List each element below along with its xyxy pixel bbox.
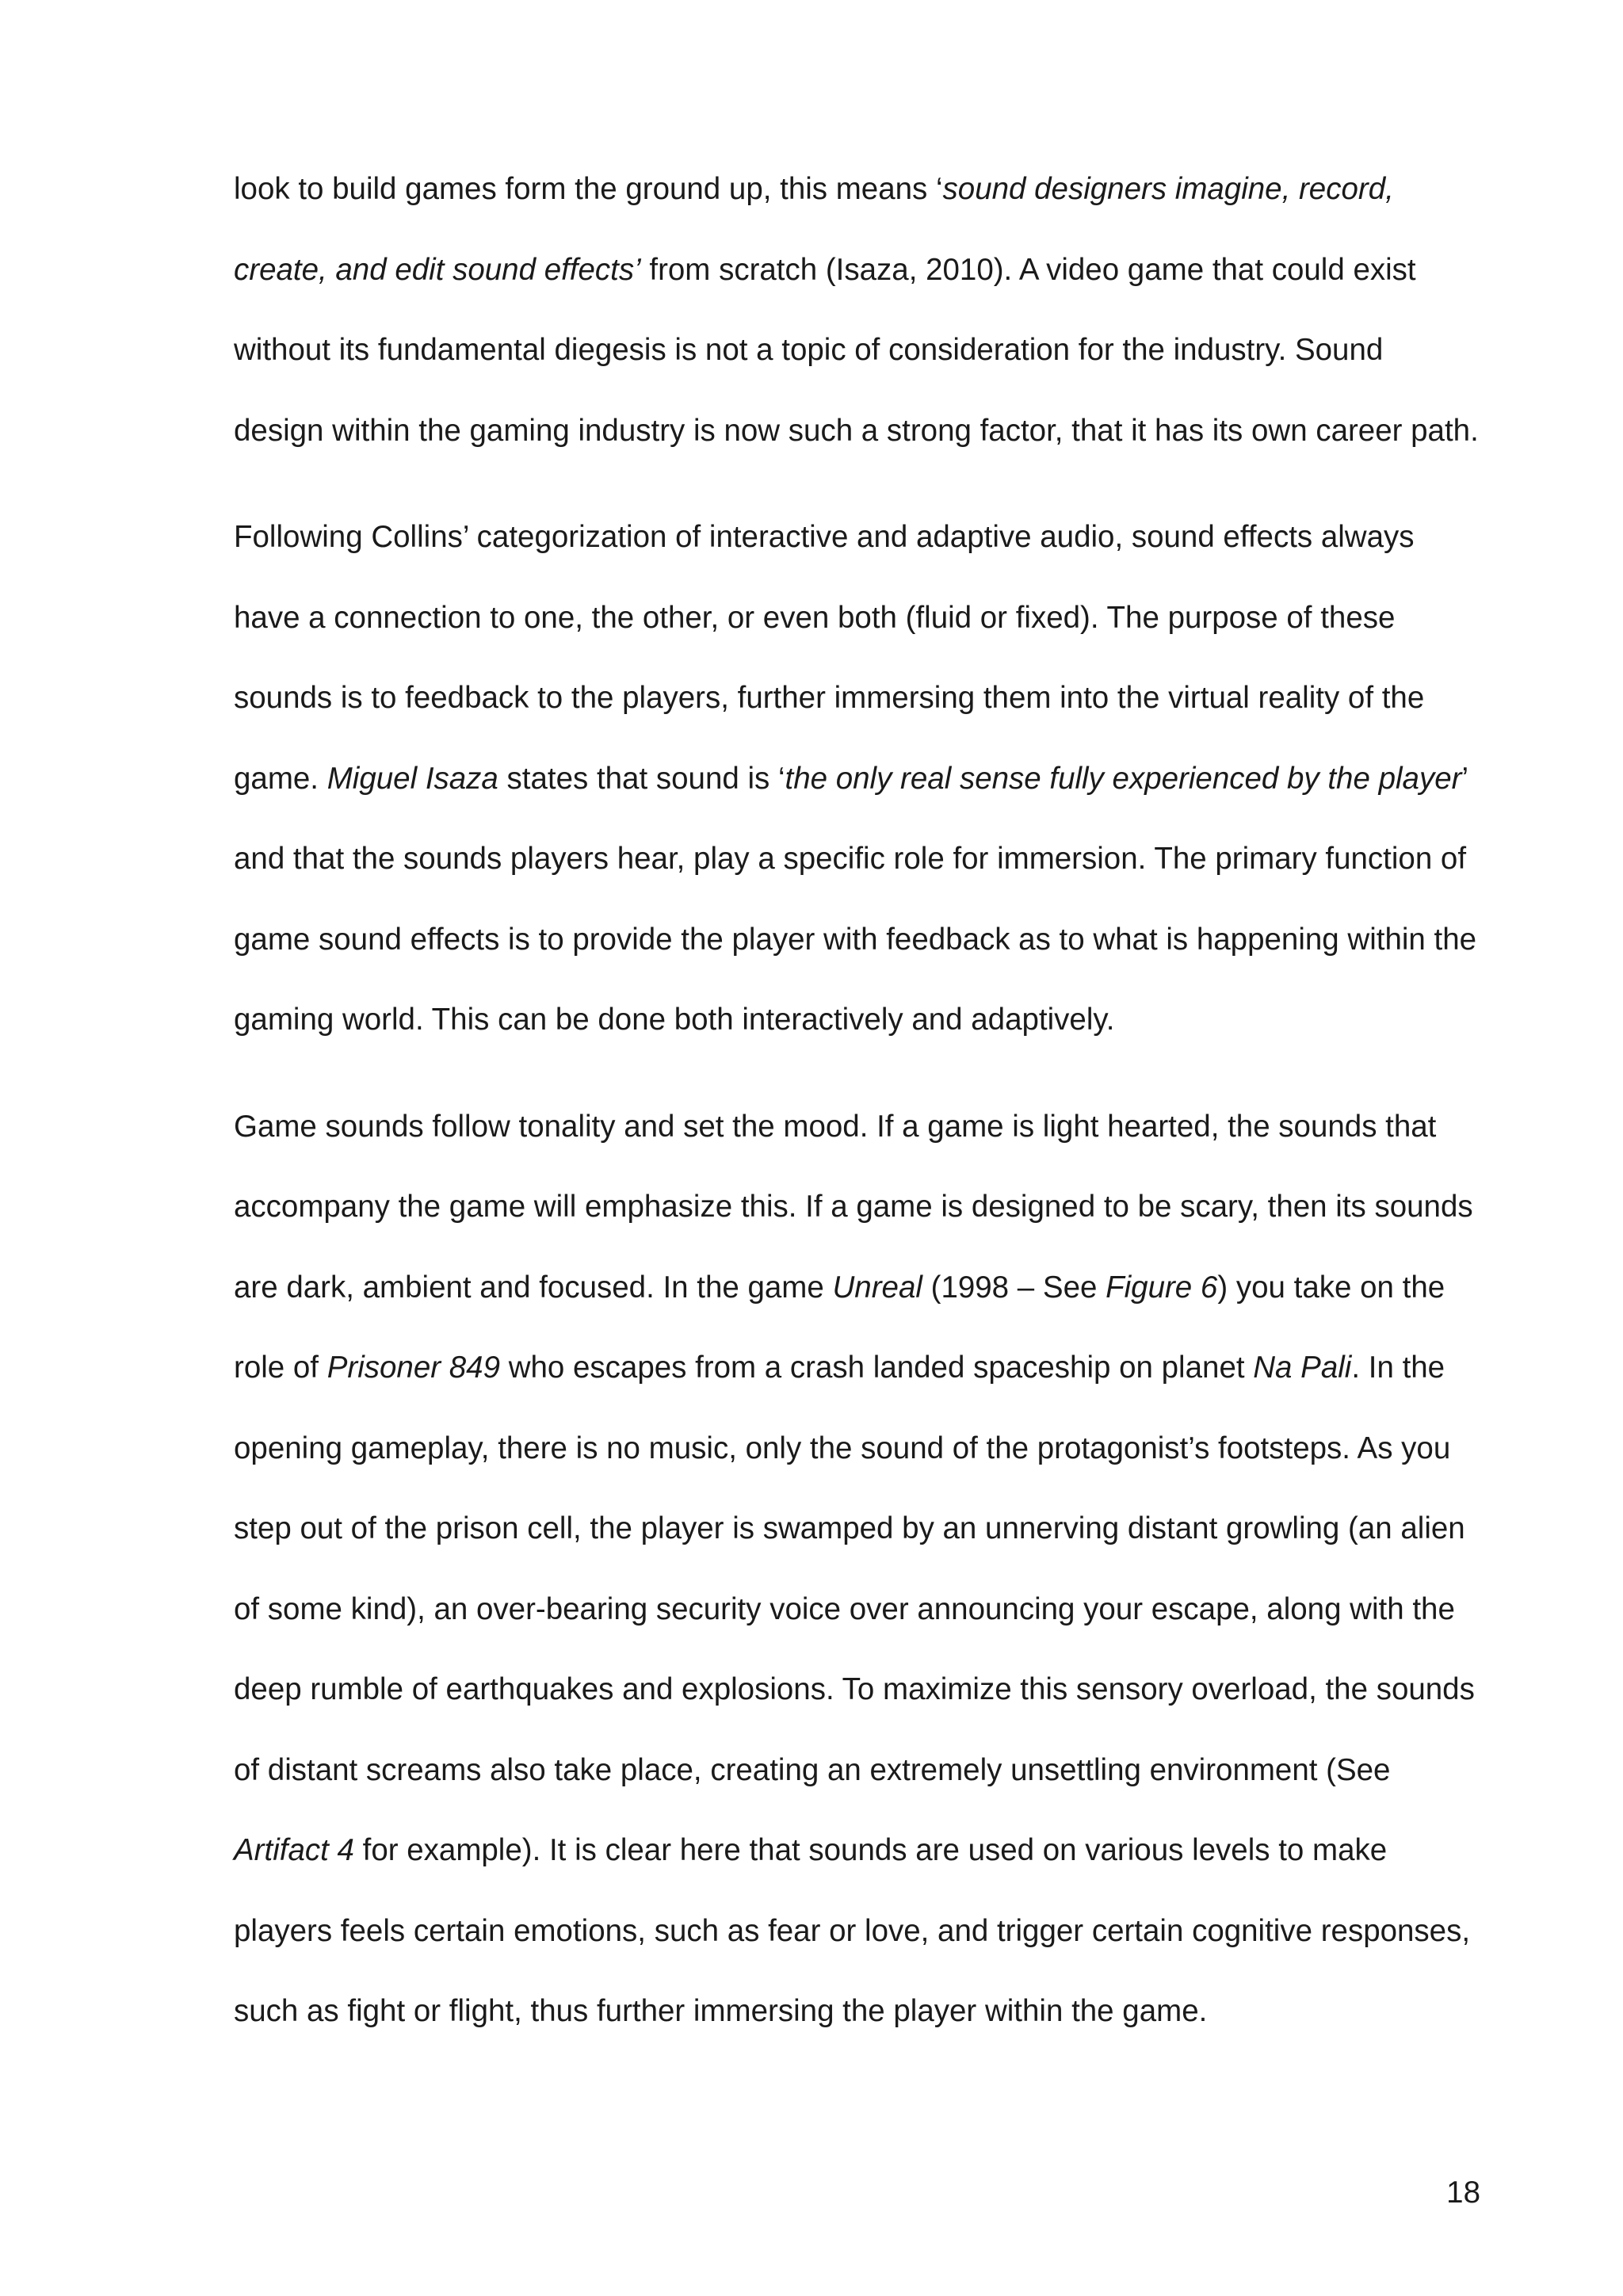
italic-text-run: Prisoner 849 [327, 1350, 500, 1385]
text-run: step out of the prison cell, the player is swamped by an unnerving distant growling (an alien [234, 1511, 1465, 1545]
text-run: opening gameplay, there is no music, only the sound of the protagonist’s footsteps. As you [234, 1431, 1451, 1465]
italic-text-run: Na Pali [1253, 1350, 1352, 1385]
text-line [234, 1569, 1486, 1650]
text-run: ) you take on the [1217, 1270, 1445, 1305]
text-line [234, 819, 1486, 900]
text-line [234, 1810, 1486, 1891]
text-run: are dark, ambient and focused. In the game [234, 1270, 833, 1305]
text-run: for example). It is clear here that sounds are used on various levels to make [353, 1833, 1388, 1867]
text-run: players feels certain emotions, such as fear or love, and trigger certain cognitive responses, [234, 1913, 1471, 1948]
text-line [234, 1649, 1486, 1730]
text-line [234, 310, 1486, 391]
text-line [234, 1730, 1486, 1811]
text-line [234, 1087, 1486, 1167]
italic-text-run: create, and edit sound effects’ [234, 252, 641, 287]
text-line [234, 578, 1486, 659]
text-run: and that the sounds players hear, play a specific role for immersion. The primary function of [234, 842, 1467, 876]
italic-text-run: Artifact 4 [234, 1833, 354, 1867]
text-run: (1998 – See [922, 1270, 1106, 1305]
text-run: Game sounds follow tonality and set the mood. If a game is light hearted, the sounds that [234, 1109, 1437, 1144]
text-line [234, 658, 1486, 739]
text-run: game sound effects is to provide the player with feedback as to what is happening within the [234, 922, 1477, 957]
text-line [234, 1488, 1486, 1569]
paragraph [234, 1087, 1486, 2052]
body-text [234, 149, 1486, 2052]
text-run: look to build games form the ground up, this means ‘ [234, 172, 943, 206]
text-run: without its fundamental diegesis is not a topic of consideration for the industry. Sound [234, 333, 1384, 367]
italic-text-run: Unreal [832, 1270, 922, 1305]
text-line [234, 1167, 1486, 1247]
text-line [234, 1891, 1486, 1972]
paragraph [234, 149, 1486, 471]
text-run: role of [234, 1350, 327, 1385]
text-line [234, 497, 1486, 578]
text-line [234, 1408, 1486, 1489]
text-line [234, 900, 1486, 980]
text-run: have a connection to one, the other, or even both (fluid or fixed). The purpose of these [234, 600, 1396, 635]
text-run: who escapes from a crash landed spaceship on planet [500, 1350, 1254, 1385]
text-line [234, 391, 1486, 472]
text-run: ’ [1461, 761, 1468, 796]
text-run: states that sound is ‘ [498, 761, 785, 796]
paragraph [234, 497, 1486, 1060]
text-run: Following Collins’ categorization of interactive and adaptive audio, sound effects always [234, 520, 1415, 554]
text-run: gaming world. This can be done both interactively and adaptively. [234, 1003, 1115, 1037]
italic-text-run: Figure 6 [1106, 1270, 1218, 1305]
text-run: of distant screams also take place, creating an extremely unsettling environment (See [234, 1752, 1391, 1787]
italic-text-run: Miguel Isaza [327, 761, 498, 796]
text-run: of some kind), an over-bearing security voice over announcing your escape, along with the [234, 1591, 1455, 1626]
text-run: such as fight or flight, thus further immersing the player within the game. [234, 1994, 1208, 2028]
text-run: accompany the game will emphasize this. If a game is designed to be scary, then its sounds [234, 1190, 1473, 1224]
text-run: sounds is to feedback to the players, further immersing them into the virtual reality of the [234, 681, 1425, 715]
text-line [234, 230, 1486, 311]
text-run: design within the gaming industry is now such a strong factor, that it has its own career path. [234, 413, 1479, 448]
italic-text-run: the only real sense fully experienced by the player [785, 761, 1462, 796]
text-line [234, 739, 1486, 819]
text-line [234, 1328, 1486, 1408]
text-line [234, 1971, 1486, 2052]
italic-text-run: sound designers imagine, record, [942, 172, 1394, 206]
text-line [234, 149, 1486, 230]
text-run: deep rumble of earthquakes and explosions. To maximize this sensory overload, the sounds [234, 1672, 1475, 1706]
text-run: game. [234, 761, 327, 796]
text-line [234, 980, 1486, 1060]
text-run: . In the [1351, 1350, 1445, 1385]
text-run: from scratch (Isaza, 2010). A video game that could exist [640, 252, 1416, 287]
page-number: 18 [1446, 2176, 1480, 2210]
text-line [234, 1247, 1486, 1328]
